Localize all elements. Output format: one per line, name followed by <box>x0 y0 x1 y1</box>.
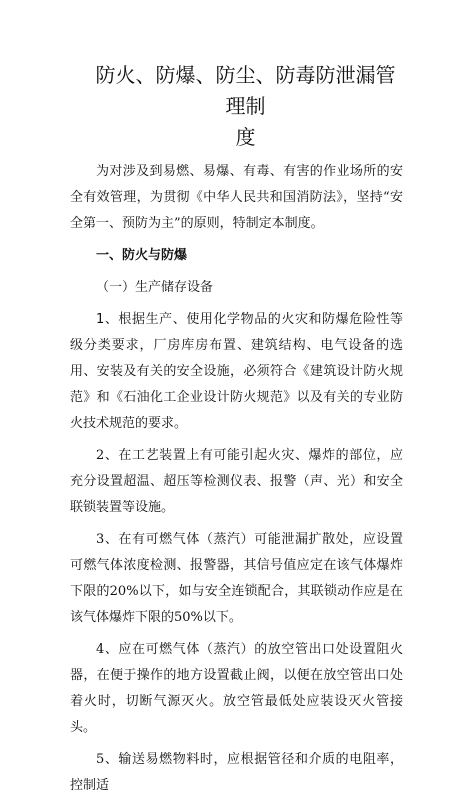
item-paragraph-5: 5、输送易燃物料时，应根据管径和介质的电阻率，控制适 <box>70 752 403 793</box>
subsection-heading-equipment: （一）生产储存设备 <box>96 280 214 295</box>
title-line-2: 度 <box>235 125 256 149</box>
section-heading-fire-explosion: 一、防火与防爆 <box>96 248 188 263</box>
intro-paragraph: 为对涉及到易燃、易爆、有毒、有害的作业场所的安全有效管理，为贯彻《中华人民共和国消防法》，坚持“安全第一、预防为主”的原则，特制定本制度。 <box>70 164 403 231</box>
title-line-1: 防火、防爆、防尘、防毒防泄漏管理制 <box>95 63 396 118</box>
document-title <box>70 60 403 153</box>
item-paragraph-1: 1、根据生产、使用化学物品的火灾和防爆危险性等级分类要求，厂房库房布置、建筑结构、电气设备的选用、安装及有关的安全设施，必须符合《建筑设计防火规范》和《石油化工企业设计防火规范》以及有关的专业防火技术规范的要求。 <box>70 312 403 431</box>
item-paragraph-2: 2、在工艺装置上有可能引起火灾、爆炸的部位，应充分设置超温、超压等检测仪表、报警（声、光）和安全联锁装置等设施。 <box>70 448 403 515</box>
item-paragraph-4: 4、应在可燃气体（蒸汽）的放空管出口处设置阻火器，在便于操作的地方设置截止阀，以便在放空管出口处着火时，切断气源灭火。放空管最低处应装设灭火管接头。 <box>70 642 403 735</box>
item-paragraph-3: 3、在有可燃气体（蒸汽）可能泄漏扩散处，应设置可燃气体浓度检测、报警器，其信号值应定在该气体爆炸下限的20%以下，如与安全连锁配合，其联锁动作应是在该气体爆炸下限的50%以下。 <box>70 532 403 625</box>
